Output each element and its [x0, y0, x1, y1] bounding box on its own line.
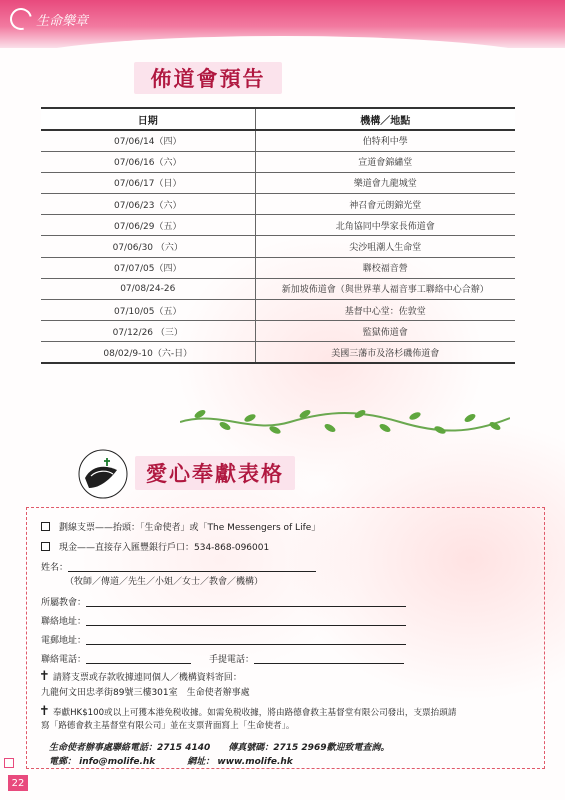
table-row — [41, 151, 515, 172]
cell-place: 新加坡佈道會（與世界華人福音事工聯絡中心合辦） — [255, 278, 515, 299]
tax-note-row-2 — [41, 719, 295, 731]
schedule-title-box — [134, 62, 282, 94]
option-cash-row — [41, 540, 269, 553]
contact-email[interactable]: 電郵： info@molife.hk — [49, 757, 156, 767]
cell-date: 07/06/23（六） — [41, 194, 255, 215]
cross-icon: ✝ — [39, 669, 50, 684]
table-row — [41, 130, 515, 151]
tax-note-2: 寫「路德會救主基督堂有限公司」並在支票背面寫上「生命使者」。 — [41, 721, 295, 731]
table-row — [41, 257, 515, 278]
email-row — [41, 633, 406, 646]
title-options: （牧師／傳道／先生／小姐／女士／教會／機構） — [65, 577, 264, 587]
cross-icon: ✝ — [39, 704, 50, 719]
table-row — [41, 172, 515, 193]
corner-mark — [4, 758, 14, 768]
phone-field[interactable] — [86, 654, 191, 664]
donation-form — [26, 507, 545, 769]
cell-place: 基督中心堂：佐敦堂 — [255, 300, 515, 321]
messengers-emblem-icon — [77, 448, 129, 500]
cell-date: 07/08/24-26 — [41, 278, 255, 299]
schedule-table — [41, 107, 515, 364]
table-row — [41, 321, 515, 342]
tax-note-row-1 — [39, 704, 456, 719]
schedule-title: 佈道會預告 — [150, 67, 266, 91]
option-cash-label: 現金——直接存入匯豐銀行戶口：534-868-096001 — [59, 543, 270, 553]
church-field[interactable] — [86, 597, 406, 607]
table-row — [41, 194, 515, 215]
contact-row-2 — [49, 754, 293, 767]
mobile-field[interactable] — [254, 654, 404, 664]
church-row — [41, 595, 406, 608]
church-label: 所屬教會： — [41, 598, 87, 608]
table-row — [41, 215, 515, 236]
cell-place: 美國三藩市及洛杉磯佈道會 — [255, 342, 515, 363]
phone-label: 聯絡電話： — [41, 655, 87, 665]
cell-date: 07/07/05（四） — [41, 257, 255, 278]
table-row — [41, 236, 515, 257]
cell-place: 樂道會九龍城堂 — [255, 172, 515, 193]
page-number: 22 — [8, 775, 28, 791]
address-field[interactable] — [86, 616, 406, 626]
table-row — [41, 342, 515, 363]
cheque-checkbox[interactable] — [41, 522, 50, 531]
email-field[interactable] — [86, 635, 406, 645]
mail-note-2: 九龍何文田忠孝街89號三樓301室 生命使者辦事處 — [41, 688, 250, 698]
address-label: 聯絡地址： — [41, 617, 87, 627]
table-row — [41, 300, 515, 321]
schedule-body — [41, 130, 515, 363]
cell-date: 07/12/26 （三） — [41, 321, 255, 342]
contact-phone-fax: 生命使者辦事處聯絡電話：2715 4140 傳真號碼：2715 2969歡迎致電查詢。 — [49, 743, 390, 753]
cell-date: 07/06/16（六） — [41, 151, 255, 172]
logo-text: 生命樂章 — [36, 13, 89, 29]
vine-decoration — [180, 400, 510, 440]
mobile-label: 手提電話： — [209, 655, 255, 665]
tax-note-1: 奉獻HK$100或以上可獲本港免税收據。如需免税收據，將由路德會救主基督堂有限公司發出，支票抬頭請 — [52, 707, 457, 718]
logo-swirl-icon — [6, 4, 36, 34]
mail-note-1: 請將支票或存款收據連同個人／機構資料寄回： — [52, 673, 242, 683]
cell-place: 尖沙咀潮人生命堂 — [255, 236, 515, 257]
donation-title-box — [135, 456, 295, 490]
cell-place: 監獄佈道會 — [255, 321, 515, 342]
cell-place: 聯校福音營 — [255, 257, 515, 278]
col-header-place: 機構／地點 — [255, 108, 515, 130]
cell-date: 07/06/30 （六） — [41, 236, 255, 257]
email-label: 電郵地址： — [41, 636, 87, 646]
cash-checkbox[interactable] — [41, 542, 50, 551]
cell-date: 07/10/05（五） — [41, 300, 255, 321]
mail-note-row-1 — [39, 669, 242, 684]
name-label: 姓名： — [41, 563, 69, 573]
title-options-row — [65, 574, 263, 587]
address-row — [41, 614, 406, 627]
name-row — [41, 560, 316, 573]
table-row — [41, 278, 515, 299]
cell-place: 宣道會錦繡堂 — [255, 151, 515, 172]
donation-title: 愛心奉獻表格 — [146, 462, 284, 486]
cell-place: 北角協同中學家長佈道會 — [255, 215, 515, 236]
cell-date: 07/06/17（日） — [41, 172, 255, 193]
cell-place: 神召會元朗錦光堂 — [255, 194, 515, 215]
table-header-row — [41, 108, 515, 130]
cell-date: 07/06/29（五） — [41, 215, 255, 236]
col-header-date: 日期 — [41, 108, 255, 130]
mail-note-row-2 — [41, 685, 250, 698]
option-cheque-label: 劃線支票——抬頭：「生命使者」或「The Messengers of Life」 — [59, 523, 321, 533]
contact-row-1 — [49, 740, 389, 753]
contact-website[interactable]: 網址： www.molife.hk — [187, 757, 293, 767]
logo — [10, 8, 88, 30]
cell-date: 07/06/14（四） — [41, 130, 255, 151]
cell-date: 08/02/9-10（六-日） — [41, 342, 255, 363]
cell-place: 伯特利中學 — [255, 130, 515, 151]
name-field[interactable] — [68, 562, 316, 572]
phone-row — [41, 652, 404, 665]
option-cheque-row — [41, 520, 320, 533]
